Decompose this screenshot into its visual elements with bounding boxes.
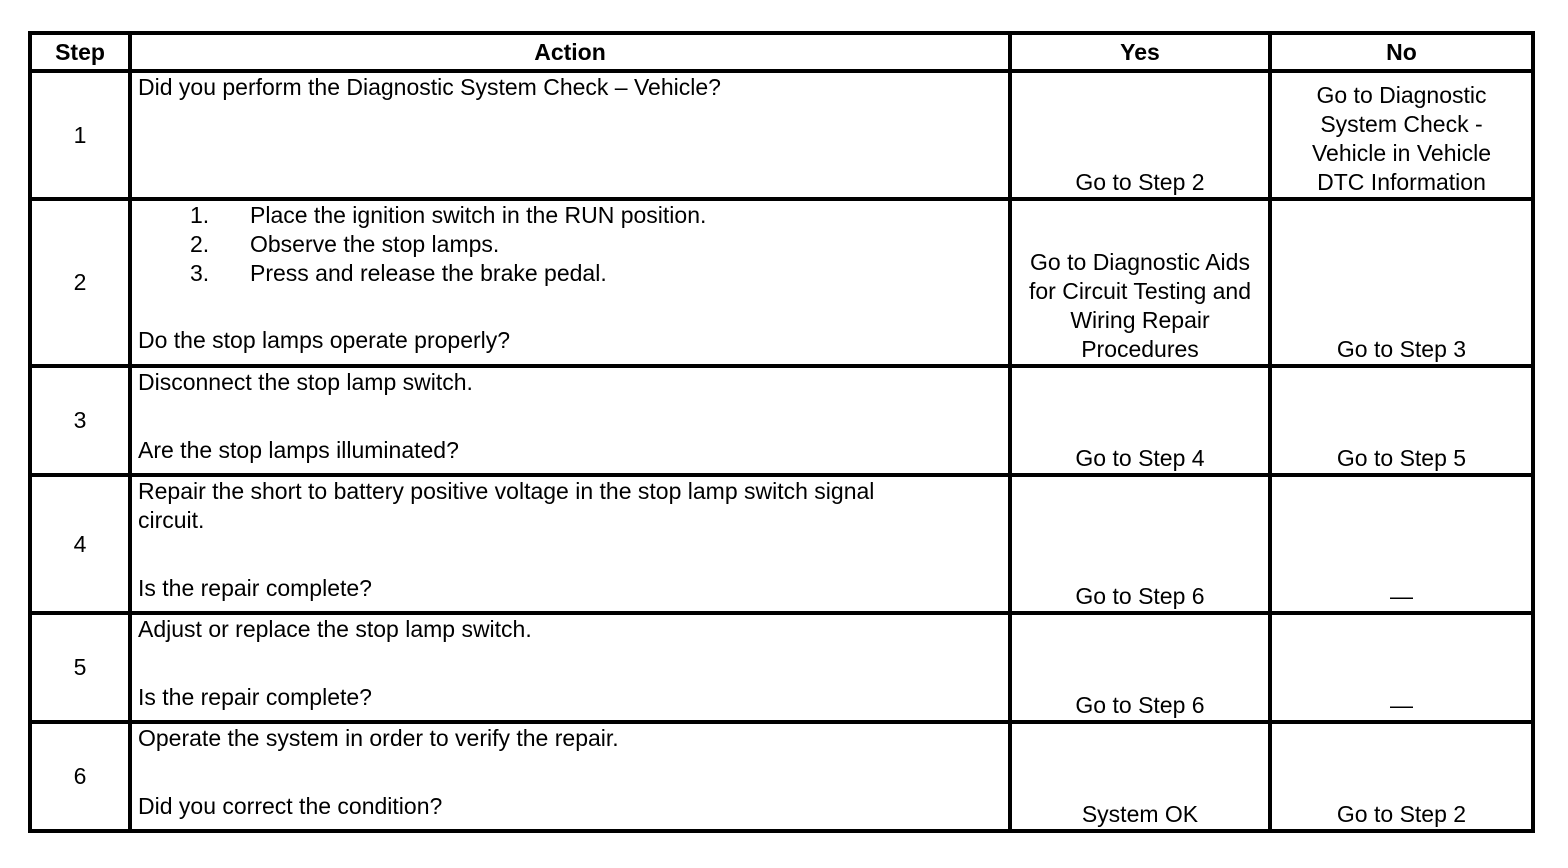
header-action: Action [130,33,1010,71]
action-text: Did you perform the Diagnostic System Check – Vehicle? [138,74,721,100]
action-question: Are the stop lamps illuminated? [138,437,459,463]
diagnostic-table [28,31,1535,833]
yes-cell: Go to Step 4 [1010,366,1270,475]
list-item [178,259,1002,288]
yes-cell: Go to Step 2 [1010,71,1270,199]
yes-cell: Go to Diagnostic Aids for Circuit Testing and Wiring Repair Procedures [1010,199,1270,366]
no-cell: — [1270,475,1533,613]
no-cell: Go to Step 3 [1270,199,1533,366]
header-row [30,33,1533,71]
step-number: 3 [30,366,130,475]
list-item-text: Press and release the brake pedal. [250,260,607,286]
header-step: Step [30,33,130,71]
action-cell [130,366,1010,475]
table-row [30,366,1533,475]
table-row [30,199,1533,366]
list-item-number: 3. [190,260,210,286]
action-text: Operate the system in order to verify the repair. [138,725,619,751]
action-question: Is the repair complete? [138,575,372,601]
list-item [178,230,1002,259]
action-cell [130,71,1010,199]
no-cell: — [1270,613,1533,722]
action-cell [130,722,1010,831]
no-cell: Go to Diagnostic System Check - Vehicle in Vehicle DTC Information [1270,71,1533,199]
step-number: 2 [30,199,130,366]
list-item-text: Place the ignition switch in the RUN position. [250,202,707,228]
action-question: Is the repair complete? [138,684,372,710]
list-item-text: Observe the stop lamps. [250,231,500,257]
action-text: Adjust or replace the stop lamp switch. [138,616,532,642]
action-question: Did you correct the condition? [138,793,443,819]
header-yes: Yes [1010,33,1270,71]
step-number: 5 [30,613,130,722]
yes-cell: System OK [1010,722,1270,831]
action-cell [130,475,1010,613]
action-cell [130,199,1010,366]
step-number: 1 [30,71,130,199]
header-no: No [1270,33,1533,71]
action-question: Do the stop lamps operate properly? [138,327,511,353]
yes-cell: Go to Step 6 [1010,613,1270,722]
step-number: 4 [30,475,130,613]
action-text: Repair the short to battery positive voltage in the stop lamp switch signal circuit. [138,478,875,533]
step-number: 6 [30,722,130,831]
table-row [30,475,1533,613]
no-cell: Go to Step 2 [1270,722,1533,831]
procedure-list [138,201,1002,288]
table-row [30,71,1533,199]
table-row [30,722,1533,831]
action-text: Disconnect the stop lamp switch. [138,369,473,395]
list-item-number: 2. [190,231,210,257]
list-item [178,201,1002,230]
no-cell: Go to Step 5 [1270,366,1533,475]
action-cell [130,613,1010,722]
list-item-number: 1. [190,202,210,228]
yes-cell: Go to Step 6 [1010,475,1270,613]
table-row [30,613,1533,722]
